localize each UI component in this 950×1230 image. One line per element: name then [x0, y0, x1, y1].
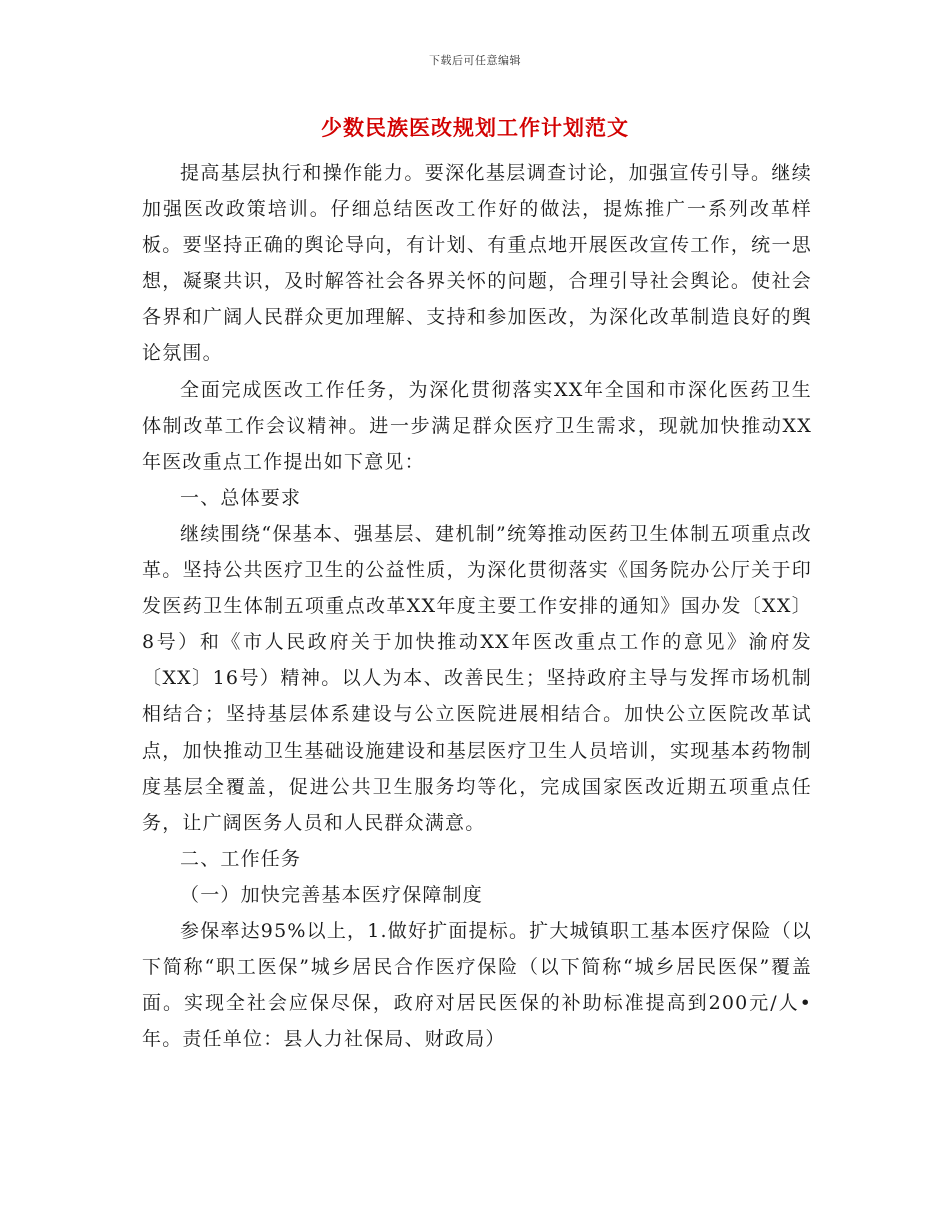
paragraph-intro: 提高基层执行和操作能力。要深化基层调查讨论，加强宣传引导。继续加强医改政策培训。仔细总结医改工作好的做法，提炼推广一系列改革样板。要坚持正确的舆论导向，有计划、有重点地开展医改宣传工作，统一思想，凝聚共识，及时解答社会各界关怀的问题，合理引导社会舆论。使社会各界和广阔人民群众更加理解、支持和参加医改，为深化改革制造良好的舆论氛围。 — [142, 162, 812, 365]
section-heading-work-tasks: 二、工作任务 — [180, 847, 302, 870]
paragraph-mission: 全面完成医改工作任务，为深化贯彻落实XX年全国和市深化医药卫生体制改革工作会议精神。进一步满足群众医疗卫生需求，现就加快推动XX年医改重点工作提出如下意见： — [142, 378, 812, 473]
paragraph-insurance-coverage: 参保率达95%以上，1.做好扩面提标。扩大城镇职工基本医疗保险（以下简称“职工医保”城乡居民合作医疗保险（以下简称“城乡居民医保”覆盖面。实现全社会应保尽保，政府对居民医保的补助标准提高到200元/人•年。责任单位：县人力社保局、财政局） — [142, 919, 812, 1051]
page-header-note: 下载后可任意编辑 — [429, 54, 521, 67]
subsection-heading-medical-insurance: （一）加快完善基本医疗保障制度 — [180, 883, 484, 906]
section-heading-overall-requirements: 一、总体要求 — [180, 486, 302, 509]
paragraph-overall-requirements: 继续围绕“保基本、强基层、建机制”统筹推动医药卫生体制五项重点改革。坚持公共医疗卫生的公益性质，为深化贯彻落实《国务院办公厅关于印发医药卫生体制五项重点改革XX年度主要工作安排的通知》国办发〔XX〕8号）和《市人民政府关于加快推动XX年医改重点工作的意见》渝府发〔XX〕16号）精神。以人为本、改善民生；坚持政府主导与发挥市场机制相结合；坚持基层体系建设与公立医院进展相结合。加快公立医院改革试点，加快推动卫生基础设施建设和基层医疗卫生人员培训，实现基本药物制度基层全覆盖，促进公共卫生服务均等化，完成国家医改近期五项重点任务，让广阔医务人员和人民群众满意。 — [142, 522, 812, 834]
document-body — [142, 155, 812, 1057]
document-title: 少数民族医改规划工作计划范文 — [321, 115, 629, 140]
